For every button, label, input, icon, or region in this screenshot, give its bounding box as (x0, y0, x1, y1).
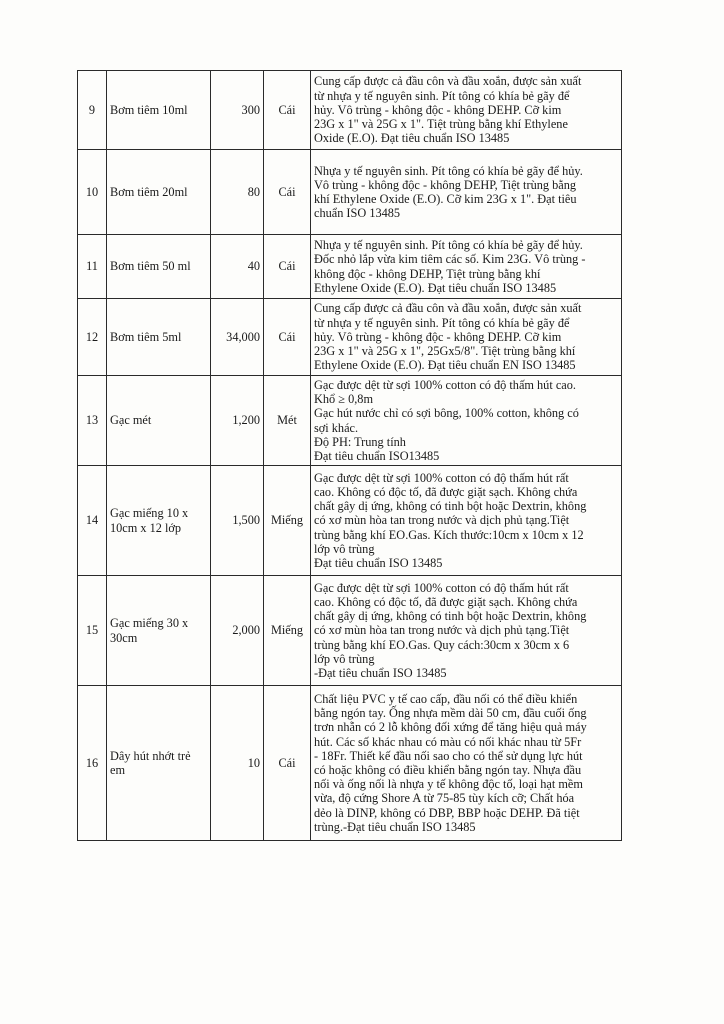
unit: Mét (264, 376, 311, 466)
row-number: 12 (78, 299, 107, 376)
table-row (78, 376, 622, 466)
row-number: 10 (78, 150, 107, 235)
row-number: 15 (78, 576, 107, 686)
product-name: Gạc miếng 10 x 10cm x 12 lớp (107, 466, 211, 576)
quantity: 300 (211, 71, 264, 150)
unit: Cái (264, 150, 311, 235)
product-name: Dây hút nhớt trẻ em (107, 686, 211, 841)
quantity: 10 (211, 686, 264, 841)
product-spec-table (77, 70, 622, 841)
technical-description: Gạc được dệt từ sợi 100% cotton có độ thấm hút rất cao. Không có độc tố, đã được giặt sạch. Không chứa chất gây dị ứng, không có tinh bột hoặc Dextrin, không có xơ mùn hòa tan trong nước và dịch phủ tạng.Tiệt trùng bằng khí EO.Gas. Kích thước:10cm x 10cm x 12 lớp vô trùng Đạt tiêu chuẩn ISO 13485 (311, 466, 622, 576)
quantity: 1,200 (211, 376, 264, 466)
product-name: Bơm tiêm 10ml (107, 71, 211, 150)
unit: Cái (264, 235, 311, 299)
table-row (78, 466, 622, 576)
table-row (78, 71, 622, 150)
unit: Miếng (264, 576, 311, 686)
technical-description: Chất liệu PVC y tế cao cấp, đầu nối có thể điều khiển bằng ngón tay. Ống nhựa mềm dài 50 cm, đầu cuối ống trơn nhẵn có 2 lỗ không đối xứng để tăng hiệu quả máy hút. Các số khác nhau có màu có nối khác nhau từ 5Fr - 18Fr. Thiết kế đầu nối sao cho có thể sử dụng lực hút có hoặc không có điều khiển bằng ngón tay. Nhựa đầu nối và ống nối là nhựa y tế không độc tố, loại hạt mềm vừa, độ cứng Shore A từ 75-85 tùy kích cỡ; Chất hóa dẻo là DINP, không có DBP, BBP hoặc DEHP. Đã tiệt trùng.-Đạt tiêu chuẩn ISO 13485 (311, 686, 622, 841)
product-name: Gạc miếng 30 x 30cm (107, 576, 211, 686)
unit: Miếng (264, 466, 311, 576)
unit: Cái (264, 686, 311, 841)
technical-description: Cung cấp được cả đầu côn và đầu xoắn, được sản xuất từ nhựa y tế nguyên sinh. Pít tông có khía bẻ gãy để hủy. Vô trùng - không độc - không DEHP. Cỡ kim 23G x 1" và 25G x 1". Tiệt trùng bằng khí Ethylene Oxide (E.O). Đạt tiêu chuẩn ISO 13485 (311, 71, 622, 150)
product-name: Bơm tiêm 5ml (107, 299, 211, 376)
row-number: 14 (78, 466, 107, 576)
table-row (78, 150, 622, 235)
product-name: Gạc mét (107, 376, 211, 466)
quantity: 2,000 (211, 576, 264, 686)
row-number: 11 (78, 235, 107, 299)
table-row (78, 576, 622, 686)
product-name: Bơm tiêm 50 ml (107, 235, 211, 299)
row-number: 13 (78, 376, 107, 466)
product-name: Bơm tiêm 20ml (107, 150, 211, 235)
technical-description: Gạc được dệt từ sợi 100% cotton có độ thấm hút cao. Khổ ≥ 0,8m Gạc hút nước chỉ có sợi bông, 100% cotton, không có sợi khác. Độ PH: Trung tính Đạt tiêu chuẩn ISO13485 (311, 376, 622, 466)
technical-description: Gạc được dệt từ sợi 100% cotton có độ thấm hút rất cao. Không có độc tố, đã được giặt sạch. Không chứa chất gây dị ứng, không có tinh bột hoặc Dextrin, không có xơ mùn hòa tan trong nước và dịch phủ tạng.Tiệt trùng bằng khí EO.Gas. Quy cách:30cm x 30cm x 6 lớp vô trùng -Đạt tiêu chuẩn ISO 13485 (311, 576, 622, 686)
technical-description: Nhựa y tế nguyên sinh. Pít tông có khía bẻ gãy để hủy. Đốc nhỏ lắp vừa kim tiêm các số. Kim 23G. Vô trùng - không độc - không DEHP, Tiệt trùng bằng khí Ethylene Oxide (E.O). Đạt tiêu chuẩn ISO 13485 (311, 235, 622, 299)
unit: Cái (264, 71, 311, 150)
table-row (78, 235, 622, 299)
quantity: 40 (211, 235, 264, 299)
row-number: 9 (78, 71, 107, 150)
unit: Cái (264, 299, 311, 376)
quantity: 1,500 (211, 466, 264, 576)
table-row (78, 299, 622, 376)
technical-description: Nhựa y tế nguyên sinh. Pít tông có khía bẻ gãy để hủy. Vô trùng - không độc - không DEHP, Tiệt trùng bằng khí Ethylene Oxide (E.O). Cỡ kim 23G x 1". Đạt tiêu chuẩn ISO 13485 (311, 150, 622, 235)
row-number: 16 (78, 686, 107, 841)
quantity: 80 (211, 150, 264, 235)
quantity: 34,000 (211, 299, 264, 376)
technical-description: Cung cấp được cả đầu côn và đầu xoắn, được sản xuất từ nhựa y tế nguyên sinh. Pít tông có khía bẻ gãy để hủy. Vô trùng - không độc - không DEHP. Cỡ kim 23G x 1" và 25G x 1", 25Gx5/8". Tiệt trùng bằng khí Ethylene Oxide (E.O). Đạt tiêu chuẩn EN ISO 13485 (311, 299, 622, 376)
table-row (78, 686, 622, 841)
